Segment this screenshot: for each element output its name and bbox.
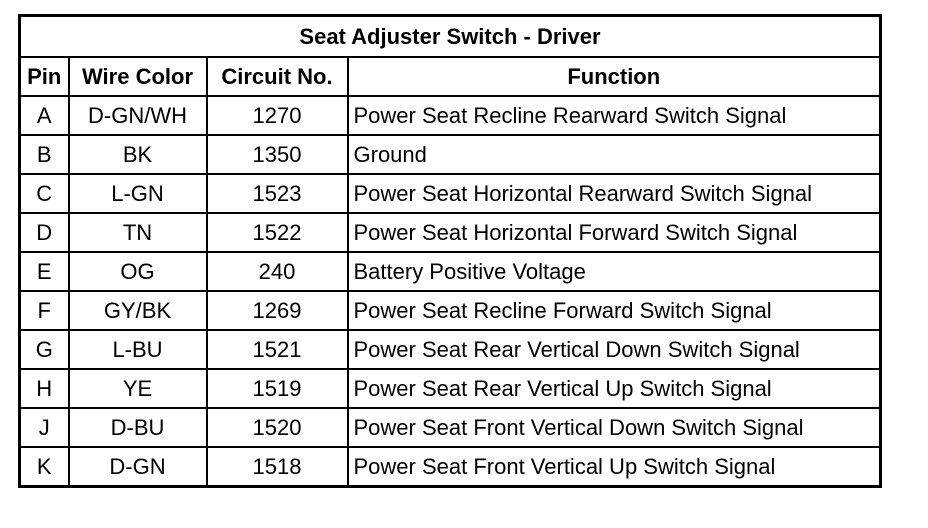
header-wire-color: Wire Color	[69, 57, 207, 96]
function-cell: Power Seat Horizontal Rearward Switch Signal	[348, 174, 881, 213]
function-cell: Power Seat Horizontal Forward Switch Signal	[348, 213, 881, 252]
table-row	[20, 408, 881, 447]
circuit-cell: 1522	[207, 213, 348, 252]
table-row	[20, 291, 881, 330]
function-cell: Battery Positive Voltage	[348, 252, 881, 291]
wire-color-cell: D-GN	[69, 447, 207, 487]
header-row	[20, 57, 881, 96]
circuit-cell: 240	[207, 252, 348, 291]
table-row	[20, 213, 881, 252]
wire-color-cell: TN	[69, 213, 207, 252]
circuit-cell: 1523	[207, 174, 348, 213]
pin-cell: C	[20, 174, 69, 213]
pin-cell: A	[20, 96, 69, 135]
pin-cell: K	[20, 447, 69, 487]
header-circuit-no: Circuit No.	[207, 57, 348, 96]
pin-cell: G	[20, 330, 69, 369]
table-row	[20, 447, 881, 487]
pin-cell: F	[20, 291, 69, 330]
pin-cell: H	[20, 369, 69, 408]
function-cell: Power Seat Rear Vertical Up Switch Signal	[348, 369, 881, 408]
wire-color-cell: D-BU	[69, 408, 207, 447]
circuit-cell: 1519	[207, 369, 348, 408]
function-cell: Power Seat Recline Forward Switch Signal	[348, 291, 881, 330]
wire-color-cell: L-BU	[69, 330, 207, 369]
table-row	[20, 330, 881, 369]
circuit-cell: 1270	[207, 96, 348, 135]
function-cell: Power Seat Rear Vertical Down Switch Signal	[348, 330, 881, 369]
circuit-cell: 1269	[207, 291, 348, 330]
header-function: Function	[348, 57, 881, 96]
circuit-cell: 1520	[207, 408, 348, 447]
table-row	[20, 252, 881, 291]
table-row	[20, 369, 881, 408]
wire-color-cell: GY/BK	[69, 291, 207, 330]
circuit-cell: 1518	[207, 447, 348, 487]
pin-cell: J	[20, 408, 69, 447]
function-cell: Power Seat Front Vertical Down Switch Signal	[348, 408, 881, 447]
function-cell: Power Seat Front Vertical Up Switch Signal	[348, 447, 881, 487]
connector-pinout-table	[18, 14, 882, 488]
wire-color-cell: OG	[69, 252, 207, 291]
pin-cell: B	[20, 135, 69, 174]
wire-color-cell: BK	[69, 135, 207, 174]
wire-color-cell: D-GN/WH	[69, 96, 207, 135]
table-row	[20, 174, 881, 213]
title-row	[20, 16, 881, 58]
table-row	[20, 135, 881, 174]
table-title: Seat Adjuster Switch - Driver	[20, 16, 881, 58]
function-cell: Power Seat Recline Rearward Switch Signal	[348, 96, 881, 135]
table-row	[20, 96, 881, 135]
wire-color-cell: YE	[69, 369, 207, 408]
circuit-cell: 1521	[207, 330, 348, 369]
function-cell: Ground	[348, 135, 881, 174]
circuit-cell: 1350	[207, 135, 348, 174]
pin-cell: E	[20, 252, 69, 291]
pin-cell: D	[20, 213, 69, 252]
wire-color-cell: L-GN	[69, 174, 207, 213]
header-pin: Pin	[20, 57, 69, 96]
table-body	[20, 96, 881, 487]
